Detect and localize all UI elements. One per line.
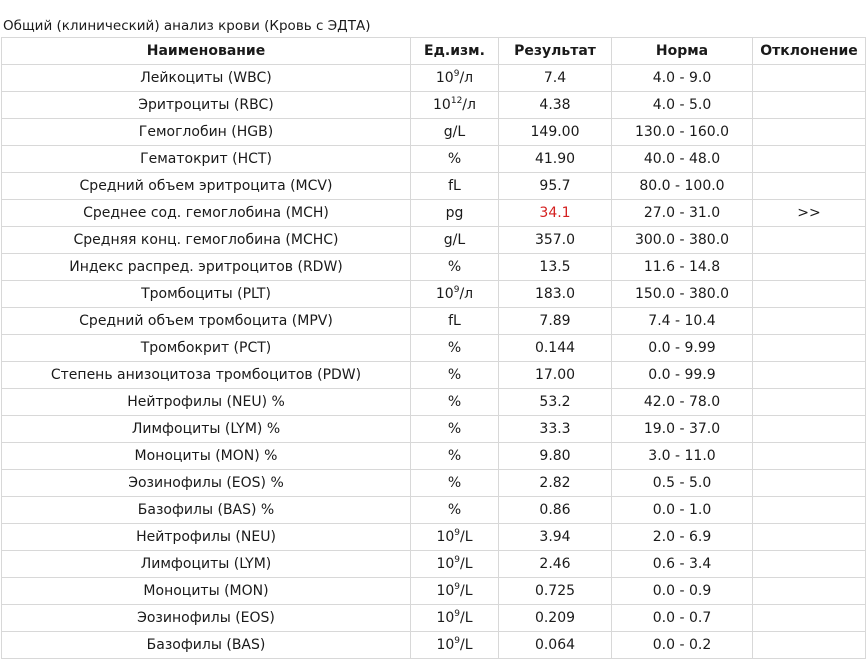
cell-norm: 150.0 - 380.0 [612, 281, 753, 308]
cell-result: 95.7 [499, 173, 612, 200]
cell-result: 2.46 [499, 551, 612, 578]
cell-norm: 130.0 - 160.0 [612, 119, 753, 146]
cell-unit [411, 281, 499, 308]
cell-result: 4.38 [499, 92, 612, 119]
cell-name: Тромбокрит (PCT) [2, 335, 411, 362]
table-row [2, 416, 866, 443]
cell-result: 183.0 [499, 281, 612, 308]
cell-name: Лейкоциты (WBC) [2, 65, 411, 92]
cell-result: 0.144 [499, 335, 612, 362]
cell-result: 3.94 [499, 524, 612, 551]
cell-unit: g/L [411, 227, 499, 254]
unit-suffix: /л [462, 97, 476, 113]
cell-unit [411, 578, 499, 605]
cell-norm: 0.5 - 5.0 [612, 470, 753, 497]
cell-norm: 7.4 - 10.4 [612, 308, 753, 335]
cell-result: 0.209 [499, 605, 612, 632]
header-norm: Норма [612, 38, 753, 65]
cell-name: Средняя конц. гемоглобина (MCHC) [2, 227, 411, 254]
unit-suffix: /л [459, 70, 474, 86]
cell-unit [411, 605, 499, 632]
header-unit: Ед.изм. [411, 38, 499, 65]
cell-result: 7.4 [499, 65, 612, 92]
table-row [2, 551, 866, 578]
cell-unit [411, 524, 499, 551]
table-row [2, 524, 866, 551]
cell-result: 33.3 [499, 416, 612, 443]
cell-deviation [753, 308, 866, 335]
cell-norm: 4.0 - 5.0 [612, 92, 753, 119]
cell-deviation [753, 470, 866, 497]
cell-deviation [753, 605, 866, 632]
table-row [2, 605, 866, 632]
unit-suffix: /л [459, 286, 474, 302]
cell-deviation [753, 551, 866, 578]
cell-result: 149.00 [499, 119, 612, 146]
unit-suffix: /L [460, 556, 473, 572]
unit-suffix: /L [460, 583, 473, 599]
table-row [2, 281, 866, 308]
cell-deviation [753, 281, 866, 308]
unit-exponent: 12 [450, 96, 463, 106]
cell-name: Средний объем эритроцита (MCV) [2, 173, 411, 200]
table-row [2, 308, 866, 335]
unit-base: 10 [436, 583, 455, 599]
cell-unit [411, 551, 499, 578]
cell-unit: % [411, 335, 499, 362]
cell-deviation [753, 389, 866, 416]
cell-norm: 0.0 - 99.9 [612, 362, 753, 389]
cell-unit: fL [411, 173, 499, 200]
unit-base: 10 [436, 529, 455, 545]
cell-deviation [753, 443, 866, 470]
unit-exponent: 9 [454, 609, 461, 619]
cell-name: Гематокрит (HCT) [2, 146, 411, 173]
cell-unit [411, 632, 499, 659]
cell-result: 0.86 [499, 497, 612, 524]
cell-norm: 2.0 - 6.9 [612, 524, 753, 551]
table-row [2, 632, 866, 659]
cell-unit: % [411, 470, 499, 497]
cell-result: 7.89 [499, 308, 612, 335]
unit-base: 10 [436, 637, 455, 653]
table-body [2, 65, 866, 659]
cell-result: 9.80 [499, 443, 612, 470]
unit-exponent: 9 [454, 555, 461, 565]
cell-name: Эозинофилы (EOS) [2, 605, 411, 632]
unit-base: 10 [436, 610, 455, 626]
cell-name: Нейтрофилы (NEU) % [2, 389, 411, 416]
table-row [2, 335, 866, 362]
table-row [2, 92, 866, 119]
cell-name: Базофилы (BAS) % [2, 497, 411, 524]
table-row [2, 389, 866, 416]
cell-norm: 0.0 - 0.9 [612, 578, 753, 605]
cell-deviation [753, 227, 866, 254]
table-row [2, 578, 866, 605]
cell-norm: 0.0 - 9.99 [612, 335, 753, 362]
table-row [2, 362, 866, 389]
cell-unit: fL [411, 308, 499, 335]
cell-unit [411, 65, 499, 92]
table-row [2, 173, 866, 200]
cell-result: 41.90 [499, 146, 612, 173]
cell-unit: pg [411, 200, 499, 227]
cell-norm: 3.0 - 11.0 [612, 443, 753, 470]
cell-name: Степень анизоцитоза тромбоцитов (PDW) [2, 362, 411, 389]
cell-unit [411, 92, 499, 119]
table-row [2, 254, 866, 281]
cell-name: Базофилы (BAS) [2, 632, 411, 659]
cell-deviation [753, 497, 866, 524]
unit-exponent: 9 [453, 69, 460, 79]
unit-exponent: 9 [454, 528, 461, 538]
header-deviation: Отклонение [753, 38, 866, 65]
cell-name: Лимфоциты (LYM) [2, 551, 411, 578]
cell-unit: % [411, 443, 499, 470]
cell-name: Моноциты (MON) % [2, 443, 411, 470]
cell-unit: % [411, 146, 499, 173]
cell-deviation [753, 119, 866, 146]
table-row [2, 497, 866, 524]
cell-name: Средний объем тромбоцита (MPV) [2, 308, 411, 335]
table-row [2, 65, 866, 92]
cell-deviation [753, 416, 866, 443]
unit-suffix: /L [460, 610, 473, 626]
cell-deviation [753, 173, 866, 200]
cell-norm: 40.0 - 48.0 [612, 146, 753, 173]
cell-deviation [753, 254, 866, 281]
table-row [2, 119, 866, 146]
cell-name: Лимфоциты (LYM) % [2, 416, 411, 443]
cell-name: Эозинофилы (EOS) % [2, 470, 411, 497]
cell-name: Моноциты (MON) [2, 578, 411, 605]
cell-result: 34.1 [499, 200, 612, 227]
table-row [2, 470, 866, 497]
cell-norm: 0.0 - 0.7 [612, 605, 753, 632]
cell-name: Среднее сод. гемоглобина (MCH) [2, 200, 411, 227]
cell-unit: % [411, 254, 499, 281]
cell-norm: 4.0 - 9.0 [612, 65, 753, 92]
cell-name: Гемоглобин (HGB) [2, 119, 411, 146]
unit-base: 10 [436, 556, 455, 572]
cell-deviation [753, 146, 866, 173]
cell-unit: g/L [411, 119, 499, 146]
cell-deviation [753, 65, 866, 92]
header-result: Результат [499, 38, 612, 65]
cell-result: 17.00 [499, 362, 612, 389]
cell-name: Тромбоциты (PLT) [2, 281, 411, 308]
cell-result: 0.064 [499, 632, 612, 659]
unit-suffix: /L [460, 637, 473, 653]
cell-name: Индекс распред. эритроцитов (RDW) [2, 254, 411, 281]
table-row [2, 227, 866, 254]
table-row [2, 443, 866, 470]
cell-deviation [753, 578, 866, 605]
cell-unit: % [411, 416, 499, 443]
table-row [2, 146, 866, 173]
cell-deviation [753, 335, 866, 362]
cell-norm: 80.0 - 100.0 [612, 173, 753, 200]
cell-deviation [753, 632, 866, 659]
unit-suffix: /L [460, 529, 473, 545]
unit-base: 10 [435, 70, 454, 86]
cell-norm: 0.0 - 0.2 [612, 632, 753, 659]
cell-deviation: >> [753, 200, 866, 227]
cell-result: 0.725 [499, 578, 612, 605]
cell-name: Эритроциты (RBC) [2, 92, 411, 119]
cell-unit: % [411, 497, 499, 524]
report-title: Общий (клинический) анализ крови (Кровь с ЭДТА) [3, 18, 371, 34]
cell-unit: % [411, 362, 499, 389]
cell-norm: 0.6 - 3.4 [612, 551, 753, 578]
cell-deviation [753, 524, 866, 551]
table-row [2, 200, 866, 227]
cell-result: 357.0 [499, 227, 612, 254]
unit-base: 10 [435, 286, 454, 302]
cell-norm: 11.6 - 14.8 [612, 254, 753, 281]
cell-result: 13.5 [499, 254, 612, 281]
cell-deviation [753, 362, 866, 389]
table-header-row [2, 38, 866, 65]
cell-unit: % [411, 389, 499, 416]
cell-norm: 300.0 - 380.0 [612, 227, 753, 254]
cell-norm: 0.0 - 1.0 [612, 497, 753, 524]
cell-norm: 19.0 - 37.0 [612, 416, 753, 443]
cell-result: 53.2 [499, 389, 612, 416]
blood-test-table [1, 37, 866, 659]
cell-norm: 27.0 - 31.0 [612, 200, 753, 227]
unit-exponent: 9 [453, 285, 460, 295]
cell-deviation [753, 92, 866, 119]
unit-base: 10 [433, 97, 451, 113]
cell-name: Нейтрофилы (NEU) [2, 524, 411, 551]
header-name: Наименование [2, 38, 411, 65]
unit-exponent: 9 [454, 582, 461, 592]
unit-exponent: 9 [454, 636, 461, 646]
cell-norm: 42.0 - 78.0 [612, 389, 753, 416]
cell-result: 2.82 [499, 470, 612, 497]
